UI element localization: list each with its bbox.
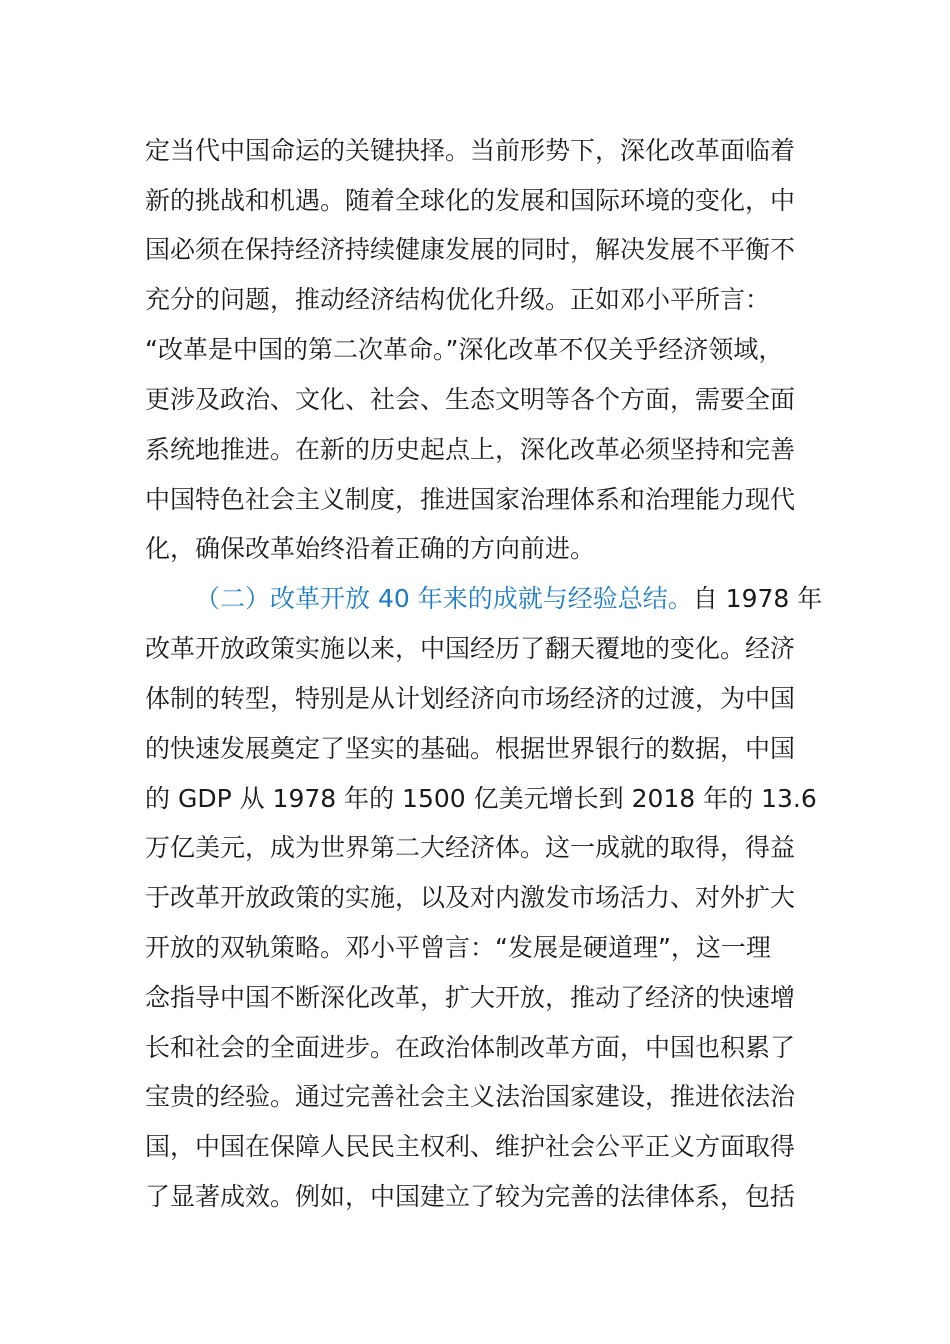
paragraph-line: 新的挑战和机遇。随着全球化的发展和国际环境的变化，中 bbox=[145, 186, 796, 215]
paragraph-line: 化，确保改革始终沿着正确的方向前进。 bbox=[145, 534, 596, 563]
section-heading: （二）改革开放 40 年来的成就与经验总结。 bbox=[195, 584, 693, 613]
paragraph-line: “改革是中国的第二次革命。”深化改革不仅关乎经济领域， bbox=[145, 335, 784, 364]
paragraph-line: 念指导中国不断深化改革，扩大开放，推动了经济的快速增 bbox=[145, 983, 796, 1012]
paragraph-line: 国，中国在保障人民民主权利、维护社会公平正义方面取得 bbox=[145, 1132, 796, 1161]
paragraph-line: 开放的双轨策略。邓小平曾言：“发展是硬道理”，这一理 bbox=[145, 933, 771, 962]
paragraph-line: 中国特色社会主义制度，推进国家治理体系和治理能力现代 bbox=[145, 485, 796, 514]
paragraph-line: 万亿美元，成为世界第二大经济体。这一成就的取得，得益 bbox=[145, 833, 796, 862]
paragraph-line: 充分的问题，推动经济结构优化升级。正如邓小平所言： bbox=[145, 285, 771, 314]
paragraph-line: 宝贵的经验。通过完善社会主义法治国家建设，推进依法治 bbox=[145, 1082, 796, 1111]
paragraph-line: 系统地推进。在新的历史起点上，深化改革必须坚持和完善 bbox=[145, 435, 796, 464]
paragraph-line: 更涉及政治、文化、社会、生态文明等各个方面，需要全面 bbox=[145, 385, 796, 414]
paragraph-line: 体制的转型，特别是从计划经济向市场经济的过渡，为中国 bbox=[145, 684, 796, 713]
paragraph-line: 长和社会的全面进步。在政治体制改革方面，中国也积累了 bbox=[145, 1033, 796, 1062]
paragraph-line: 改革开放政策实施以来，中国经历了翻天覆地的变化。经济 bbox=[145, 634, 796, 663]
paragraph-line: 的快速发展奠定了坚实的基础。根据世界银行的数据，中国 bbox=[145, 734, 796, 763]
paragraph-line: 的 GDP 从 1978 年的 1500 亿美元增长到 2018 年的 13.6 bbox=[145, 784, 817, 813]
paragraph-line: 国必须在保持经济持续健康发展的同时，解决发展不平衡不 bbox=[145, 235, 796, 264]
paragraph-line: 定当代中国命运的关键抉择。当前形势下，深化改革面临着 bbox=[145, 136, 796, 165]
paragraph-line: 于改革开放政策的实施，以及对内激发市场活力、对外扩大 bbox=[145, 883, 796, 912]
section-heading-tail: 自 1978 年 bbox=[692, 584, 823, 613]
paragraph-line: 了显著成效。例如，中国建立了较为完善的法律体系，包括 bbox=[145, 1182, 796, 1211]
section-heading-line bbox=[195, 577, 822, 621]
